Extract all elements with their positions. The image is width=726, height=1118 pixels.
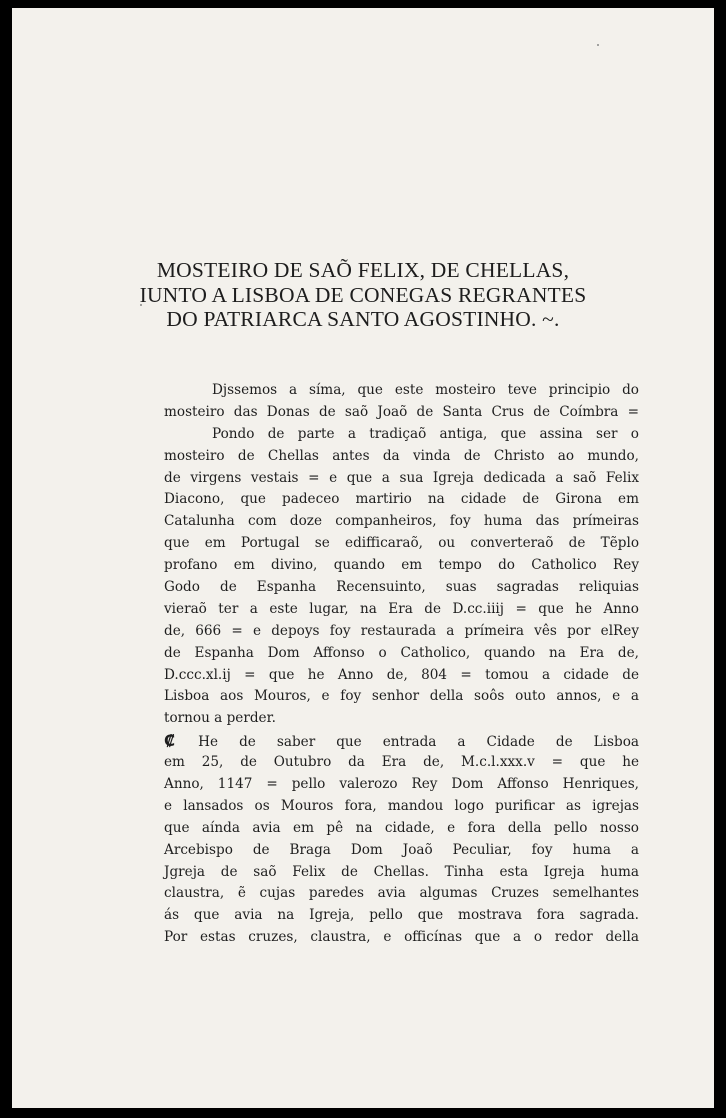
- text-line: Djssemos a síma, que este mosteiro teve principio do: [212, 382, 639, 398]
- text-line: que aínda avia em pê na cidade, e fora della pello nosso: [164, 819, 639, 836]
- text-line: Jgreja de saõ Felix de Chellas. Tinha esta Igreja huma: [164, 863, 639, 880]
- text-line: vieraõ ter a este lugar, na Era de D.cc.iiij = que he Anno: [164, 600, 639, 617]
- text-line: mosteiro das Donas de saõ Joaõ de Santa Crus de Coímbra =: [164, 403, 639, 420]
- text-line: de, 666 = e depoys foy restaurada a prímeira vês por elRey: [164, 622, 639, 639]
- text-line: de virgens vestais = e que a sua Igreja dedicada a saõ Felix: [164, 469, 639, 486]
- text-line: profano em divino, quando em tempo do Catholico Rey: [164, 557, 639, 574]
- text-line: He de saber que entrada a Cidade de Lisboa: [198, 734, 639, 751]
- text-line: mosteiro de Chellas antes da vinda de Christo ao mundo,: [164, 447, 639, 464]
- text-line: Por estas cruzes, claustra, e officínas que a o redor della: [164, 929, 639, 946]
- text-line: Catalunha com doze companheiros, foy huma das prímeiras: [164, 513, 639, 530]
- text-line: Godo de Espanha Recensuinto, suas sagradas reliquias: [164, 579, 639, 596]
- text-line: Pondo de parte a tradiçaõ antiga, que assina ser o: [212, 425, 639, 442]
- text-line-first: [164, 730, 639, 752]
- paragraph-2: [164, 730, 639, 949]
- text-line: claustra, ẽ cujas paredes avia algumas Cruzes semelhantes: [164, 885, 639, 902]
- text-line: tornou a perder.: [164, 710, 276, 727]
- document-page: [12, 8, 714, 1108]
- text-line: que em Portugal se edifficaraõ, ou converteraõ de Tẽplo: [164, 535, 639, 552]
- title-line: DO PATRIARCA SANTO AGOSTINHO. ~.: [166, 307, 560, 331]
- text-line: e lansados os Mouros fora, mandou logo purificar as igrejas: [164, 797, 639, 814]
- text-line: D.ccc.xl.ij = que he Anno de, 804 = tomou a cidade de: [164, 666, 639, 683]
- paper-speck: [597, 44, 599, 46]
- text-line: em 25, de Outubro da Era de, M.c.l.xxx.v = que he: [164, 754, 639, 771]
- document-title: [12, 258, 714, 332]
- document-body: [164, 380, 639, 949]
- title-line: MOSTEIRO DE SAÕ FELIX, DE CHELLAS,: [156, 258, 570, 282]
- paragraph-mark-icon: ₡: [164, 731, 176, 751]
- paragraph-1: [164, 380, 639, 730]
- title-line: IUNTO A LISBOA DE CONEGAS REGRANTES: [139, 282, 587, 307]
- text-line: de Espanha Dom Affonso o Catholico, quando na Era de,: [164, 644, 639, 661]
- text-line: Anno, 1147 = pello valerozo Rey Dom Affonso Henriques,: [164, 776, 639, 793]
- text-line: Diacono, que padeceo martirio na cidade de Girona em: [164, 491, 639, 508]
- text-line: ás que avia na Igreja, pello que mostrava fora sagrada.: [164, 907, 639, 924]
- text-line: Arcebispo de Braga Dom Joaõ Peculiar, foy huma a: [164, 841, 639, 858]
- text-line: Lisboa aos Mouros, e foy senhor della soôs outo annos, e a: [164, 688, 639, 705]
